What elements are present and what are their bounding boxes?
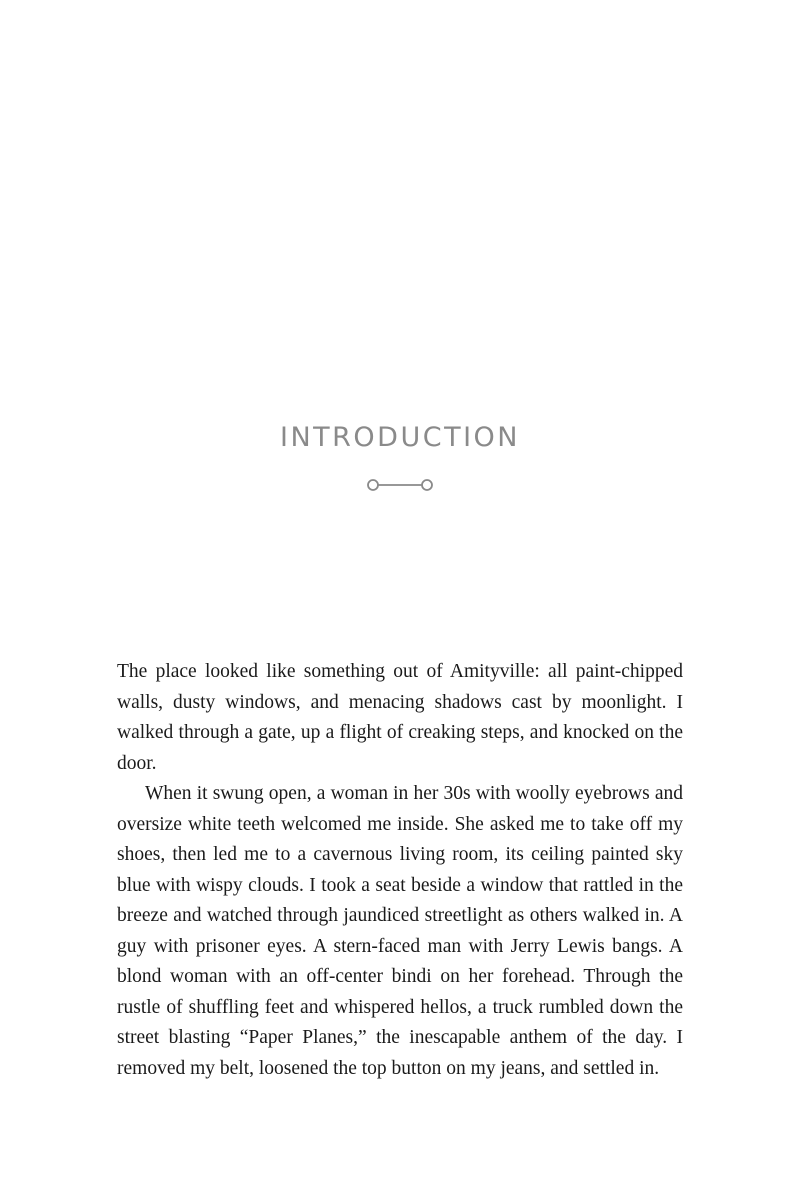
paragraph-1: The place looked like something out of Amityville: all paint-chipped walls, dusty windows, and menacing shadows cast by moonlight. I walked through a gate, up a flight of creaking steps, and knocked on the door. (117, 661, 683, 774)
paragraph-2: When it swung open, a woman in her 30s with woolly eyebrows and oversize white teeth welcomed me inside. She asked me to take off my shoes, then led me to a cavernous living room, its ceiling painted sky blue with wispy clouds. I took a seat beside a window that rattled in the breeze and watched through jaundiced streetlight as others walked in. A guy with prisoner eyes. A stern-faced man with Jerry Lewis bangs. A blond woman with an off-center bindi on her forehead. Through the rustle of shuffling feet and whispered hellos, a truck rumbled down the street blasting “Paper Planes,” the inescapable anthem of the day. I removed my belt, loosened the top button on my jeans, and settled in. (117, 783, 683, 1079)
line-with-circles-ornament-icon (365, 477, 435, 493)
chapter-body (117, 657, 683, 1084)
chapter-title: INTRODUCTION (280, 422, 520, 453)
